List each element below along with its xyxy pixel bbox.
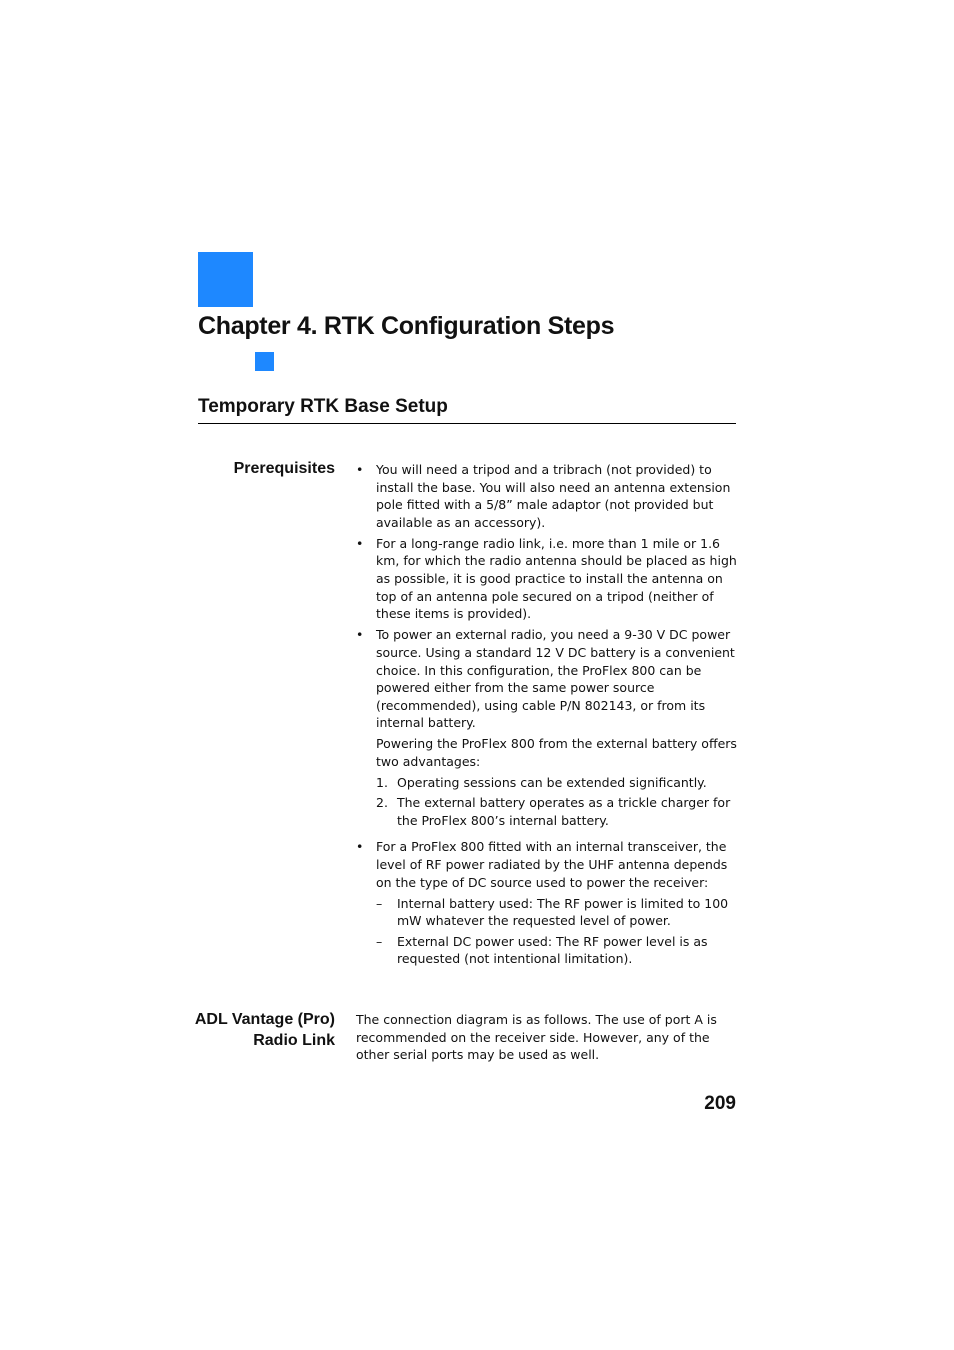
bullet-text: For a ProFlex 800 fitted with an internal transceiver, the level of RF power radiated by the UHF antenna depends on the type of DC source used to power the receiver: xyxy=(376,839,728,890)
adl-heading-line1: ADL Vantage (Pro) xyxy=(194,1011,335,1028)
dash-mark: – xyxy=(376,895,383,911)
chapter-title: Chapter 4. RTK Configuration Steps xyxy=(198,312,615,340)
section-title: Temporary RTK Base Setup xyxy=(198,396,736,424)
dash-text: Internal battery used: The RF power is limited to 100 mW whatever the requested level of power. xyxy=(397,895,729,929)
dash-item xyxy=(356,895,738,930)
bullet-mark: • xyxy=(356,535,364,551)
dash-text: External DC power used: The RF power level is as requested (not intentional limitation). xyxy=(397,933,708,967)
bullet-note: Powering the ProFlex 800 from the external battery offers two advantages: xyxy=(376,736,737,769)
dash-item xyxy=(356,933,738,968)
list-item xyxy=(356,626,738,732)
bullet-mark: • xyxy=(356,839,364,855)
numbered-item xyxy=(356,794,738,829)
dash-mark: – xyxy=(376,933,383,949)
bullet-mark: • xyxy=(356,627,364,643)
list-item xyxy=(356,535,738,623)
bullet-mark: • xyxy=(356,462,364,477)
adl-heading xyxy=(195,1009,335,1051)
numbered-text: Operating sessions can be extended significantly. xyxy=(397,774,707,790)
number-mark: 2. xyxy=(376,795,388,811)
list-item xyxy=(356,461,738,531)
adl-body: The connection diagram is as follows. The use of port A is recommended on the receiver side. However, any of the other serial ports may be used as well. xyxy=(356,1012,717,1063)
chapter-marker-small xyxy=(255,352,274,371)
page-number: 209 xyxy=(704,1093,736,1114)
adl-heading-line2: Radio Link xyxy=(253,1032,335,1049)
list-item xyxy=(356,838,738,891)
bullet-text: You will need a tripod and a tribrach (not provided) to install the base. You will also need an antenna extension pole fitted with a 5/8” male adaptor (not provided but available as an accessory). xyxy=(376,462,731,530)
number-mark: 1. xyxy=(376,774,388,790)
bullet-text: For a long-range radio link, i.e. more than 1 mile or 1.6 km, for which the radio antenna should be placed as high as possible, it is good practice to install the antenna on top of an antenna pole secured on a tripod (neither of these items is provided). xyxy=(376,535,737,622)
numbered-text: The external battery operates as a trickle charger for the ProFlex 800’s internal battery. xyxy=(397,795,731,828)
bullet-text: To power an external radio, you need a 9-30 V DC power source. Using a standard 12 V DC battery is a convenient choice. In this configuration, the ProFlex 800 can be powered either from the same power source (recommended), using cable P/N 802143, or from its internal battery. xyxy=(376,627,735,731)
prerequisites-heading: Prerequisites xyxy=(233,460,335,477)
numbered-item xyxy=(356,774,738,792)
chapter-marker-large xyxy=(198,252,253,307)
prerequisites-body xyxy=(356,461,738,971)
